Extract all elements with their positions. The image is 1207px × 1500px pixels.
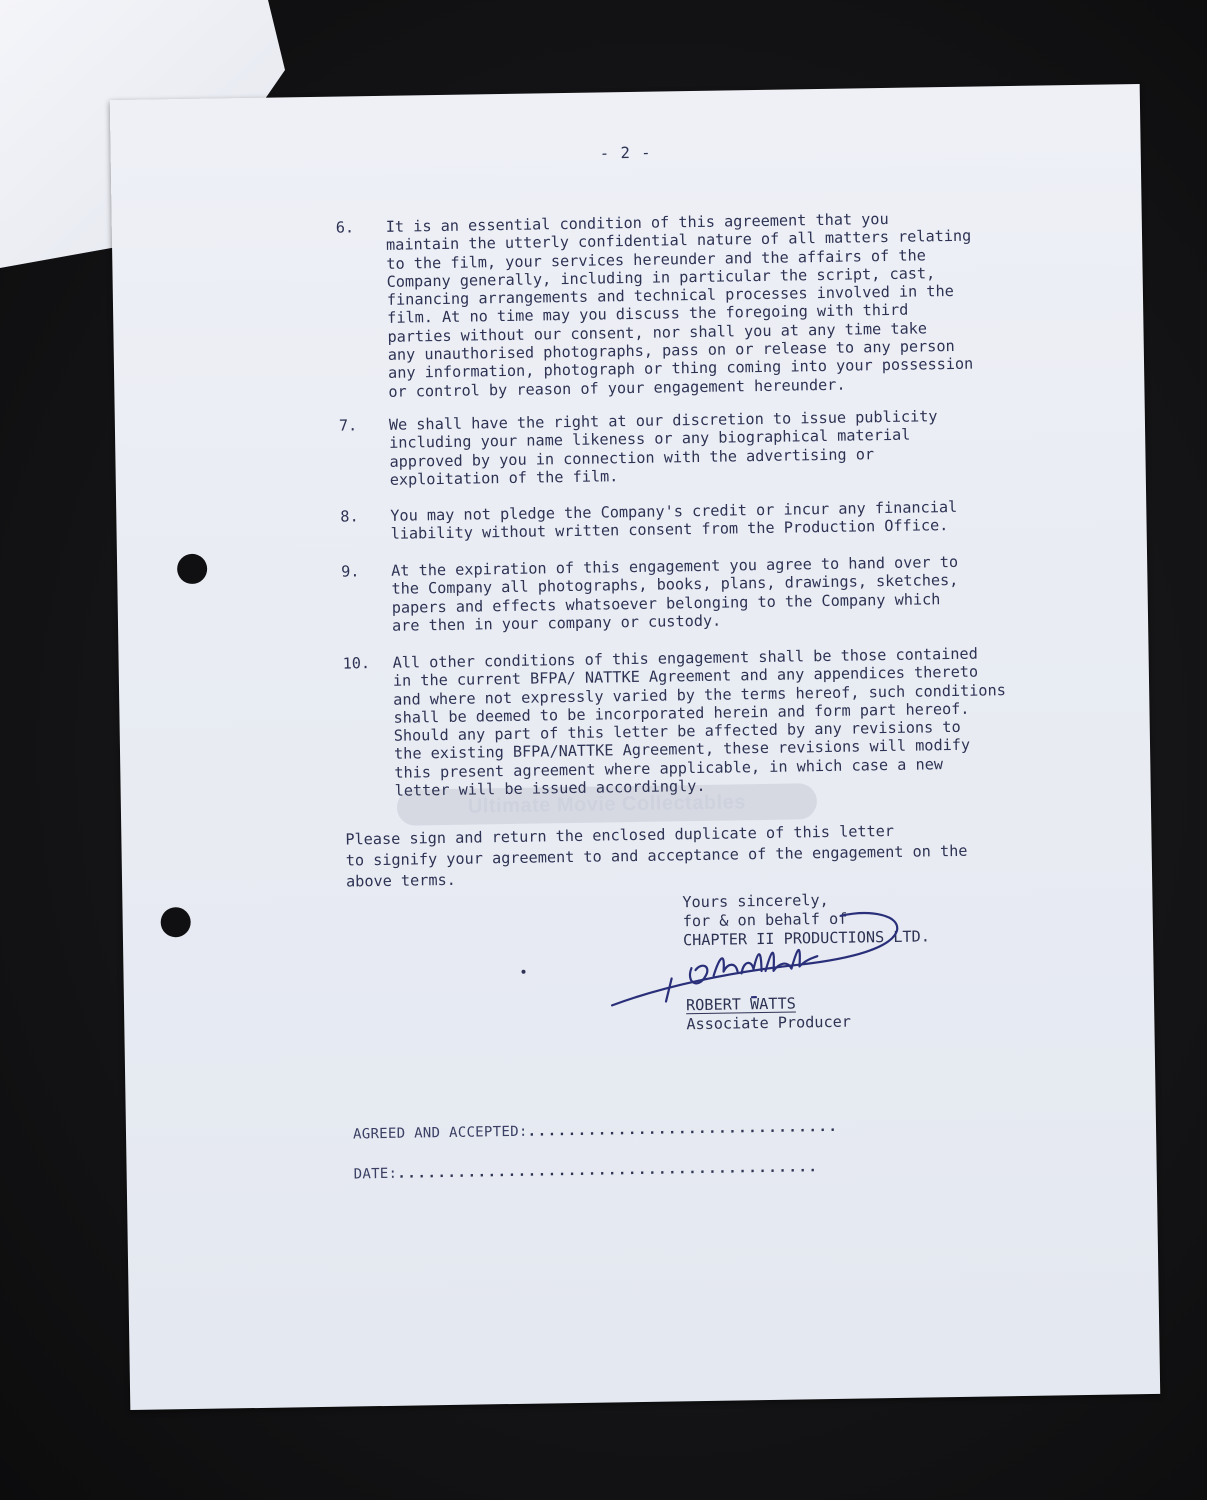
- agreed-accepted-dots: ...............................: [527, 1118, 839, 1140]
- signoff-on-behalf: for & on behalf of: [682, 909, 848, 931]
- ink-speck: [521, 970, 525, 974]
- signoff-company: CHAPTER II PRODUCTIONS LTD.: [682, 927, 931, 950]
- signer-block: [686, 994, 851, 1035]
- page-number: - 2 -: [599, 143, 652, 163]
- clause-7: [338, 405, 1059, 489]
- clause-6: [335, 207, 1056, 401]
- clause-number: 9.: [341, 562, 360, 581]
- clause-8: [340, 496, 1060, 544]
- clause-number: 10.: [342, 654, 371, 673]
- clause-number: 7.: [338, 416, 358, 435]
- clause-number: 6.: [335, 218, 355, 237]
- signer-title: Associate Producer: [686, 1012, 852, 1034]
- letter-page: [110, 84, 1160, 1410]
- clause-10: [342, 643, 1063, 800]
- clause-text: You may not pledge the Company's credit or incur any financial liability without written consent from the Production Office.: [390, 497, 958, 544]
- punch-hole-upper: [177, 554, 207, 584]
- punch-hole-lower: [160, 907, 190, 937]
- clause-text: All other conditions of this engagement shall be those contained in the current BFPA/ NATTKE Agreement and any appendices thereto and where not expressly varied by the terms hereof, such conditions shall be deemed to be incorporated herein and form part hereof. Should any part of this letter be affected by any revisions to the existing BFPA/NATTKE Agreement, these revisions will modify this present agreement where applicable, in which case a new letter will be issued accordingly.: [392, 644, 1006, 800]
- clause-text: We shall have the right at our discretion to issue publicity including your name likeness or any biographical material approved by you in connection with the advertising or exploitation of the film.: [388, 407, 938, 489]
- date-dots: ..........................................: [397, 1159, 819, 1182]
- date-line: [354, 1159, 819, 1182]
- signoff-salutation: Yours sincerely,: [682, 890, 829, 912]
- clause-text: It is an essential condition of this agreement that you maintain the utterly confidential nature of all matters relating to the film, your services hereunder and the affairs of the Company generally, including in particular the script, cast, financing arrangements and technical processes involved in the film. At no time may you discuss the foregoing with third parties without our consent, nor shall you at any time take any unauthorised photographs, pass on or release to any person any information, photograph or thing coming into your possession or control by reason of your engagement hereunder.: [385, 209, 974, 401]
- clause-number: 8.: [340, 507, 359, 526]
- agreed-accepted-line: [353, 1119, 839, 1143]
- closing-paragraph: Please sign and return the enclosed duplicate of this letter to signify your agreement to and acceptance of the engagement on the above terms.: [345, 821, 968, 891]
- signer-name: ROBERT WATTS: [685, 994, 796, 1015]
- agreed-accepted-label: AGREED AND ACCEPTED:: [352, 1123, 528, 1143]
- clause-9: [341, 551, 1061, 635]
- watermark: Ultimate Movie Collectables: [397, 783, 818, 826]
- date-label: DATE:: [353, 1165, 398, 1183]
- clause-text: At the expiration of this engagement you agree to hand over to the Company all photographs, books, plans, drawings, sketches, papers and effects whatsoever belonging to the Company which are then in your company or custody.: [391, 552, 959, 635]
